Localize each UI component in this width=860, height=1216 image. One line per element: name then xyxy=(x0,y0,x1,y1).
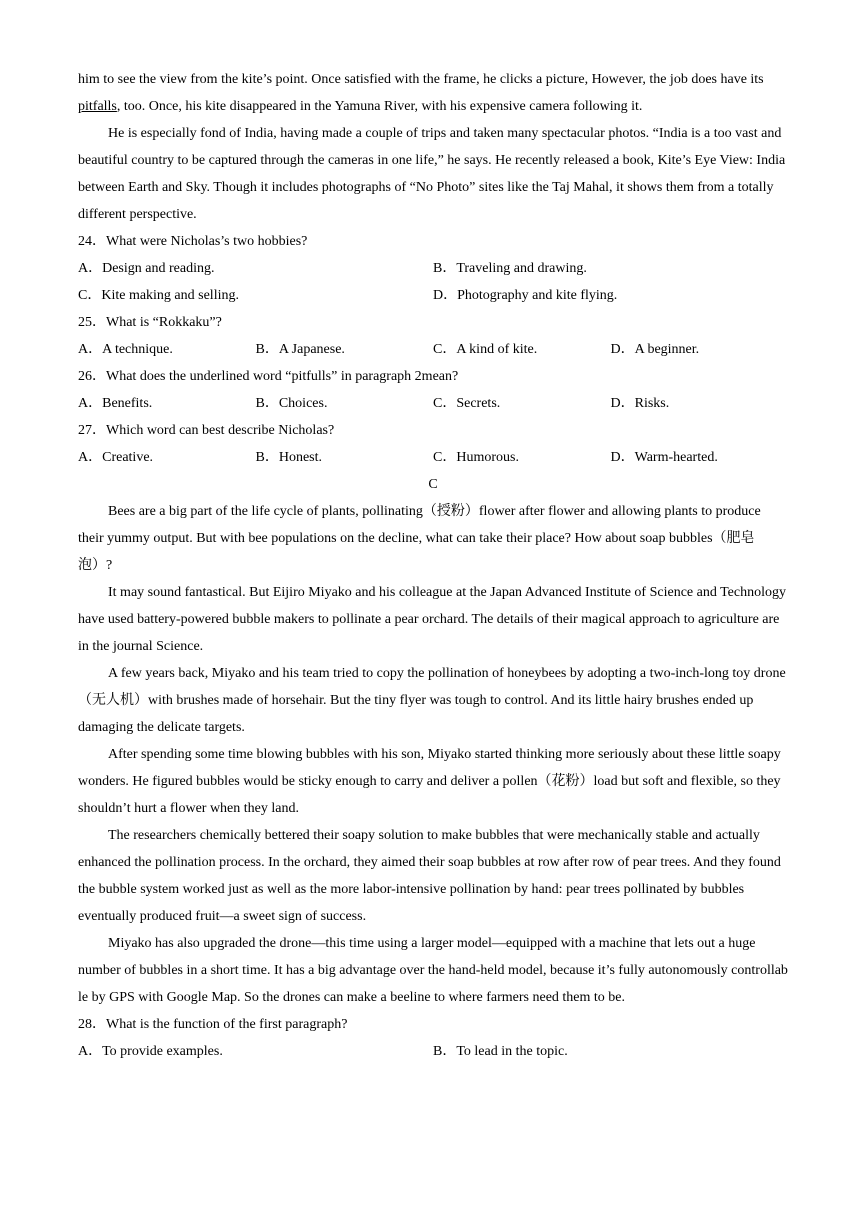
option-row xyxy=(78,282,788,309)
option-b: B．Honest. xyxy=(255,450,322,465)
option-b: B．A Japanese. xyxy=(255,342,345,357)
passage-b-paragraph-1 xyxy=(78,66,788,120)
document-page xyxy=(78,66,788,1065)
option-d: D．Photography and kite flying. xyxy=(433,288,618,303)
question-stem: 28．What is the function of the first paragraph? xyxy=(78,1017,348,1032)
option-row xyxy=(78,336,788,363)
option-d: D．Risks. xyxy=(610,396,670,411)
option-a: A．Benefits. xyxy=(78,396,153,411)
option-row xyxy=(78,1038,788,1065)
option-c: C．Humorous. xyxy=(433,450,519,465)
option-c: C．Secrets. xyxy=(433,396,501,411)
option-d: D．Warm-hearted. xyxy=(610,450,718,465)
option-a: A．To provide examples. xyxy=(78,1044,223,1059)
option-b: B．Traveling and drawing. xyxy=(433,261,587,276)
option-c: C．Kite making and selling. xyxy=(78,288,239,303)
underlined-word: pitfalls xyxy=(78,99,117,114)
passage-c-paragraph-4: After spending some time blowing bubbles with his son, Miyako started thinking more seriously about these little soapy wonders. He figured bubbles would be sticky enough to carry and deliver a pollen（花粉）load but soft and flexible, so they shouldn’t hurt a flower when they land. xyxy=(78,747,781,816)
question-stem: 27．Which word can best describe Nicholas? xyxy=(78,423,335,438)
question-stem: 24．What were Nicholas’s two hobbies? xyxy=(78,234,308,249)
option-b: B．Choices. xyxy=(255,396,328,411)
paragraph-text: him to see the view from the kite’s point. Once satisfied with the frame, he clicks a picture, However, the job does have its xyxy=(78,72,764,87)
passage-c-paragraph-5: The researchers chemically bettered their soapy solution to make bubbles that were mechanically stable and actually enhanced the pollination process. In the orchard, they aimed their soap bubbles at row after row of pear trees. And they found the bubble system worked just as well as the more labor-intensive pollination by hand: pear trees pollinated by bubbles eventually produced fruit—a sweet sign of success. xyxy=(78,828,781,924)
passage-b-paragraph-2: He is especially fond of India, having made a couple of trips and taken many spectacular photos. “India is a too vast and beautiful country to be captured through the cameras in one life,” he says. He recently released a book, Kite’s Eye View: India between Earth and Sky. Though it includes photographs of “No Photo” sites like the Taj Mahal, it shows them from a totally different perspective. xyxy=(78,126,786,222)
option-d: D．A beginner. xyxy=(610,342,700,357)
passage-c-paragraph-3: A few years back, Miyako and his team tried to copy the pollination of honeybees by adopting a two-inch-long toy drone（无人机）with brushes made of horsehair. But the tiny flyer was tough to control. And its little hairy brushes ended up damaging the delicate targets. xyxy=(78,666,786,735)
option-row xyxy=(78,390,788,417)
option-a: A．Design and reading. xyxy=(78,261,215,276)
option-row xyxy=(78,255,788,282)
option-row xyxy=(78,444,788,471)
paragraph-text: , too. Once, his kite disappeared in the Yamuna River, with his expensive camera following it. xyxy=(116,99,643,114)
passage-c-paragraph-6: Miyako has also upgraded the drone—this time using a larger model—equipped with a machine that lets out a huge number of bubbles in a short time. It has a big advantage over the hand-held model, because it’s fully autonomously controllab le by GPS with Google Map. So the drones can make a beeline to where farmers need them to be. xyxy=(78,936,788,1005)
option-a: A．Creative. xyxy=(78,450,154,465)
passage-c-paragraph-1: Bees are a big part of the life cycle of plants, pollinating（授粉）flower after flower and allowing plants to produce their yummy output. But with bee populations on the decline, what can take their place? How about soap bubbles（肥皂泡）? xyxy=(78,504,761,573)
passage-c-paragraph-2: It may sound fantastical. But Eijiro Miyako and his colleague at the Japan Advanced Institute of Science and Technology have used battery-powered bubble makers to pollinate a pear orchard. The details of their magical approach to agriculture are in the journal Science. xyxy=(78,585,786,654)
option-c: C．A kind of kite. xyxy=(433,342,538,357)
question-stem: 25．What is “Rokkaku”? xyxy=(78,315,222,330)
option-b: B．To lead in the topic. xyxy=(433,1044,568,1059)
option-a: A．A technique. xyxy=(78,342,173,357)
section-title: C xyxy=(428,477,438,492)
question-stem: 26．What does the underlined word “pitfulls” in paragraph 2mean? xyxy=(78,369,459,384)
